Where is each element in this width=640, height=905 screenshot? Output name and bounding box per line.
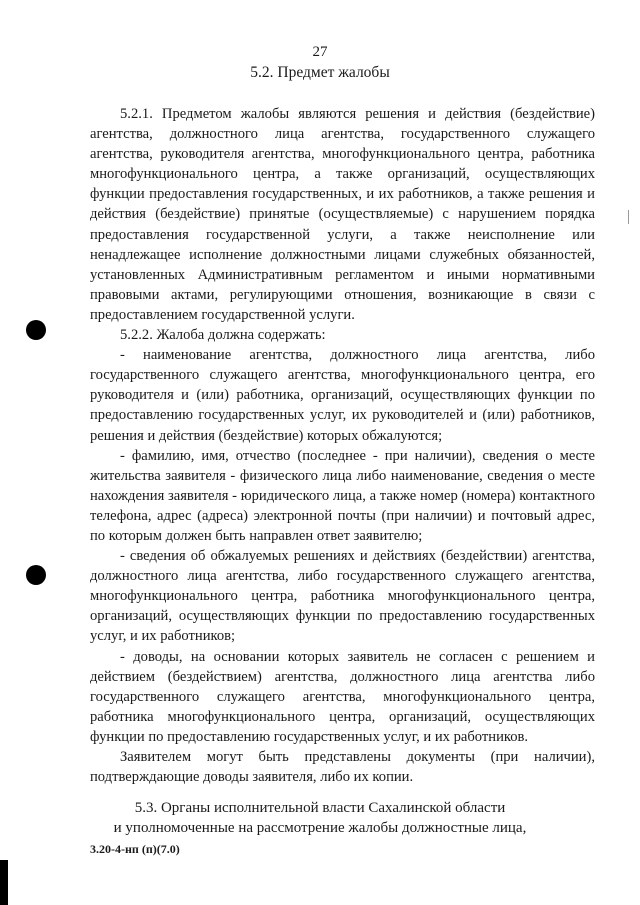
page-number: 27 [312,44,328,60]
punch-hole-mark [26,320,46,340]
punch-hole-mark [26,565,46,585]
document-body [90,104,595,787]
subheading-line-2: и уполномоченные на рассмотрение жалобы должностные лица, [113,820,527,836]
section-subheading [0,798,640,838]
scan-edge-mark [628,210,629,224]
section-heading: 5.2. Предмет жалобы [250,64,390,81]
list-item-name: - наименование агентства, должностного лица агентства, либо государственного служащего агентства, многофункционального центра, его руководителя и (или) работника, организаций, осуществляющих функции по предоставлению государственных услуг, их руководителей и (или) работников, решения и действия (бездействие) которых обжалуются; [90,347,595,444]
list-item-decisions: - сведения об обжалуемых решениях и действиях (бездействии) агентства, должностного лица агентства, либо государственного служащего агентства, многофункционального центра, работника многофункционального центра, организаций, осуществляющих функции по предоставлению государственных услуг, и их работников; [90,548,595,645]
paragraph-documents: Заявителем могут быть представлены документы (при наличии), подтверждающие доводы заявителя, либо их копии. [90,749,595,786]
subheading-line-1: 5.3. Органы исполнительной власти Сахалинской области [134,800,506,816]
document-code: 3.20-4-нп (п)(7.0) [90,842,180,856]
paragraph-5-2-2: 5.2.2. Жалоба должна содержать: [120,327,326,344]
list-item-applicant: - фамилию, имя, отчество (последнее - при наличии), сведения о месте жительства заявителя - физического лица либо наименование, сведения о месте нахождения заявителя - юридического лица, а также номер (номера) контактного телефона, адрес (адреса) электронной почты (при наличии) и почтовый адрес, по которым должен быть направлен ответ заявителю; [90,447,595,544]
scan-edge-artifact [0,860,8,905]
paragraph-5-2-1: 5.2.1. Предметом жалобы являются решения и действия (бездействие) агентства, должностного лица агентства, государственного служащего агентства, руководителя агентства, многофункционального центра, работника многофункционального центра, а также организаций, осуществляющих функции предоставления государственных, и их работников, а также решения и действия (бездействие) принятые (осуществляемые) с нарушением порядка предоставления государственной услуги, а также неисполнение или ненадлежащее исполнение должностными лицами служебных обязанностей, установленных Административным регламентом и иными нормативными правовыми актами, регулирующими отношения, возникающие в связи с предоставлением государственной услуги. [90,106,595,323]
list-item-arguments: - доводы, на основании которых заявитель не согласен с решением и действием (бездействием) агентства, должностного лица агентства либо государственного служащего агентства, многофункционального центра, работника многофункционального центра, организаций, осуществляющих функции по предоставлению государственных услуг, и их работников. [90,648,595,745]
